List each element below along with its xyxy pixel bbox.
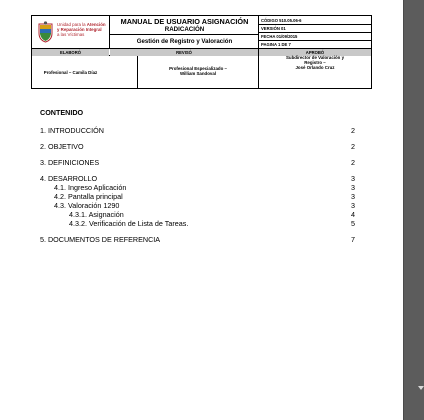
elaboro-header: ELABORÓ (32, 49, 109, 56)
agency-logo-text (57, 22, 109, 38)
toc-item[interactable] (40, 201, 355, 210)
viewer-background (403, 0, 424, 420)
reviso-header: REVISÓ (110, 49, 258, 56)
toc-item[interactable] (40, 126, 355, 135)
toc-item-page: 7 (351, 235, 355, 244)
toc-item-page: 2 (351, 158, 355, 167)
toc-item[interactable] (40, 219, 355, 228)
cursor-marker-icon (418, 386, 424, 390)
toc-item-page: 3 (351, 183, 355, 192)
toc-item-label: 2. OBJETIVO (40, 142, 84, 151)
logo-cell (32, 16, 110, 49)
date-field: FECHA 01/09/2015 (261, 34, 298, 39)
document-header-table (31, 15, 372, 89)
toc-item[interactable] (40, 192, 355, 201)
reviso-name (138, 56, 258, 88)
title-cell (110, 16, 259, 35)
toc-item-label: 4.1. Ingreso Aplicación (54, 183, 127, 192)
toc-item-page: 3 (351, 174, 355, 183)
contents-title: CONTENIDO (40, 108, 84, 117)
logo-text-line: y Reparación Integral (57, 27, 102, 33)
subtitle-cell (110, 35, 259, 49)
logo-text-line: Atención (86, 22, 106, 27)
reviso-line: Profesional Especializado – (169, 66, 227, 71)
toc-item-page: 4 (351, 210, 355, 219)
toc-item[interactable] (40, 183, 355, 192)
toc-item-page: 2 (351, 142, 355, 151)
toc-item-label: 4.3.1. Asignación (69, 210, 124, 219)
toc-item[interactable] (40, 142, 355, 151)
toc-item-label: 4.3.2. Verificación de Lista de Tareas. (69, 219, 189, 228)
version-field: VERSIÓN 01 (261, 26, 286, 31)
toc-item-label: 3. DEFINICIONES (40, 158, 100, 167)
toc-item-page: 3 (351, 201, 355, 210)
toc-item-label: 5. DOCUMENTOS DE REFERENCIA (40, 235, 161, 244)
toc-item-label: 4.3. Valoración 1290 (54, 201, 120, 210)
coat-of-arms-icon (37, 21, 54, 43)
logo-text-line: Unidad para la (57, 22, 86, 27)
aprobo-line: Subdirector de Valoración y (285, 55, 345, 60)
document-title-line2: RADICACIÓN (164, 26, 205, 33)
aprobo-name (259, 55, 371, 87)
toc-item[interactable] (40, 235, 355, 244)
toc-item-page: 2 (351, 126, 355, 135)
aprobo-header: APROBÓ (259, 49, 371, 56)
table-of-contents (40, 108, 355, 244)
page-number-field: PAGINA 1 DE 7 (261, 42, 291, 47)
reviso-line: William Sandoval (179, 71, 217, 77)
aprobo-line: José Orlando Cruz (295, 65, 335, 71)
code-field: CÓDIGO 510.05.06-6 (261, 18, 302, 23)
logo-text-line: a las Víctimas (57, 32, 85, 38)
document-subtitle: Gestión de Registro y Valoración (136, 38, 233, 45)
toc-item-label: 1. INTRODUCCIÓN (40, 126, 104, 135)
toc-item-label: 4.2. Pantalla principal (54, 192, 123, 201)
document-title: MANUAL DE USUARIO ASIGNACIÓN (120, 17, 249, 26)
elaboro-name (32, 56, 109, 88)
toc-item[interactable] (40, 210, 355, 219)
toc-item[interactable] (40, 158, 355, 167)
toc-item[interactable] (40, 174, 355, 183)
toc-item-label: 4. DESARROLLO (40, 174, 98, 183)
toc-item-page: 3 (351, 192, 355, 201)
elaboro-text: Profesional – Camila Díaz (43, 70, 98, 75)
aprobo-line: Registro – (304, 60, 326, 66)
toc-item-page: 5 (351, 219, 355, 228)
